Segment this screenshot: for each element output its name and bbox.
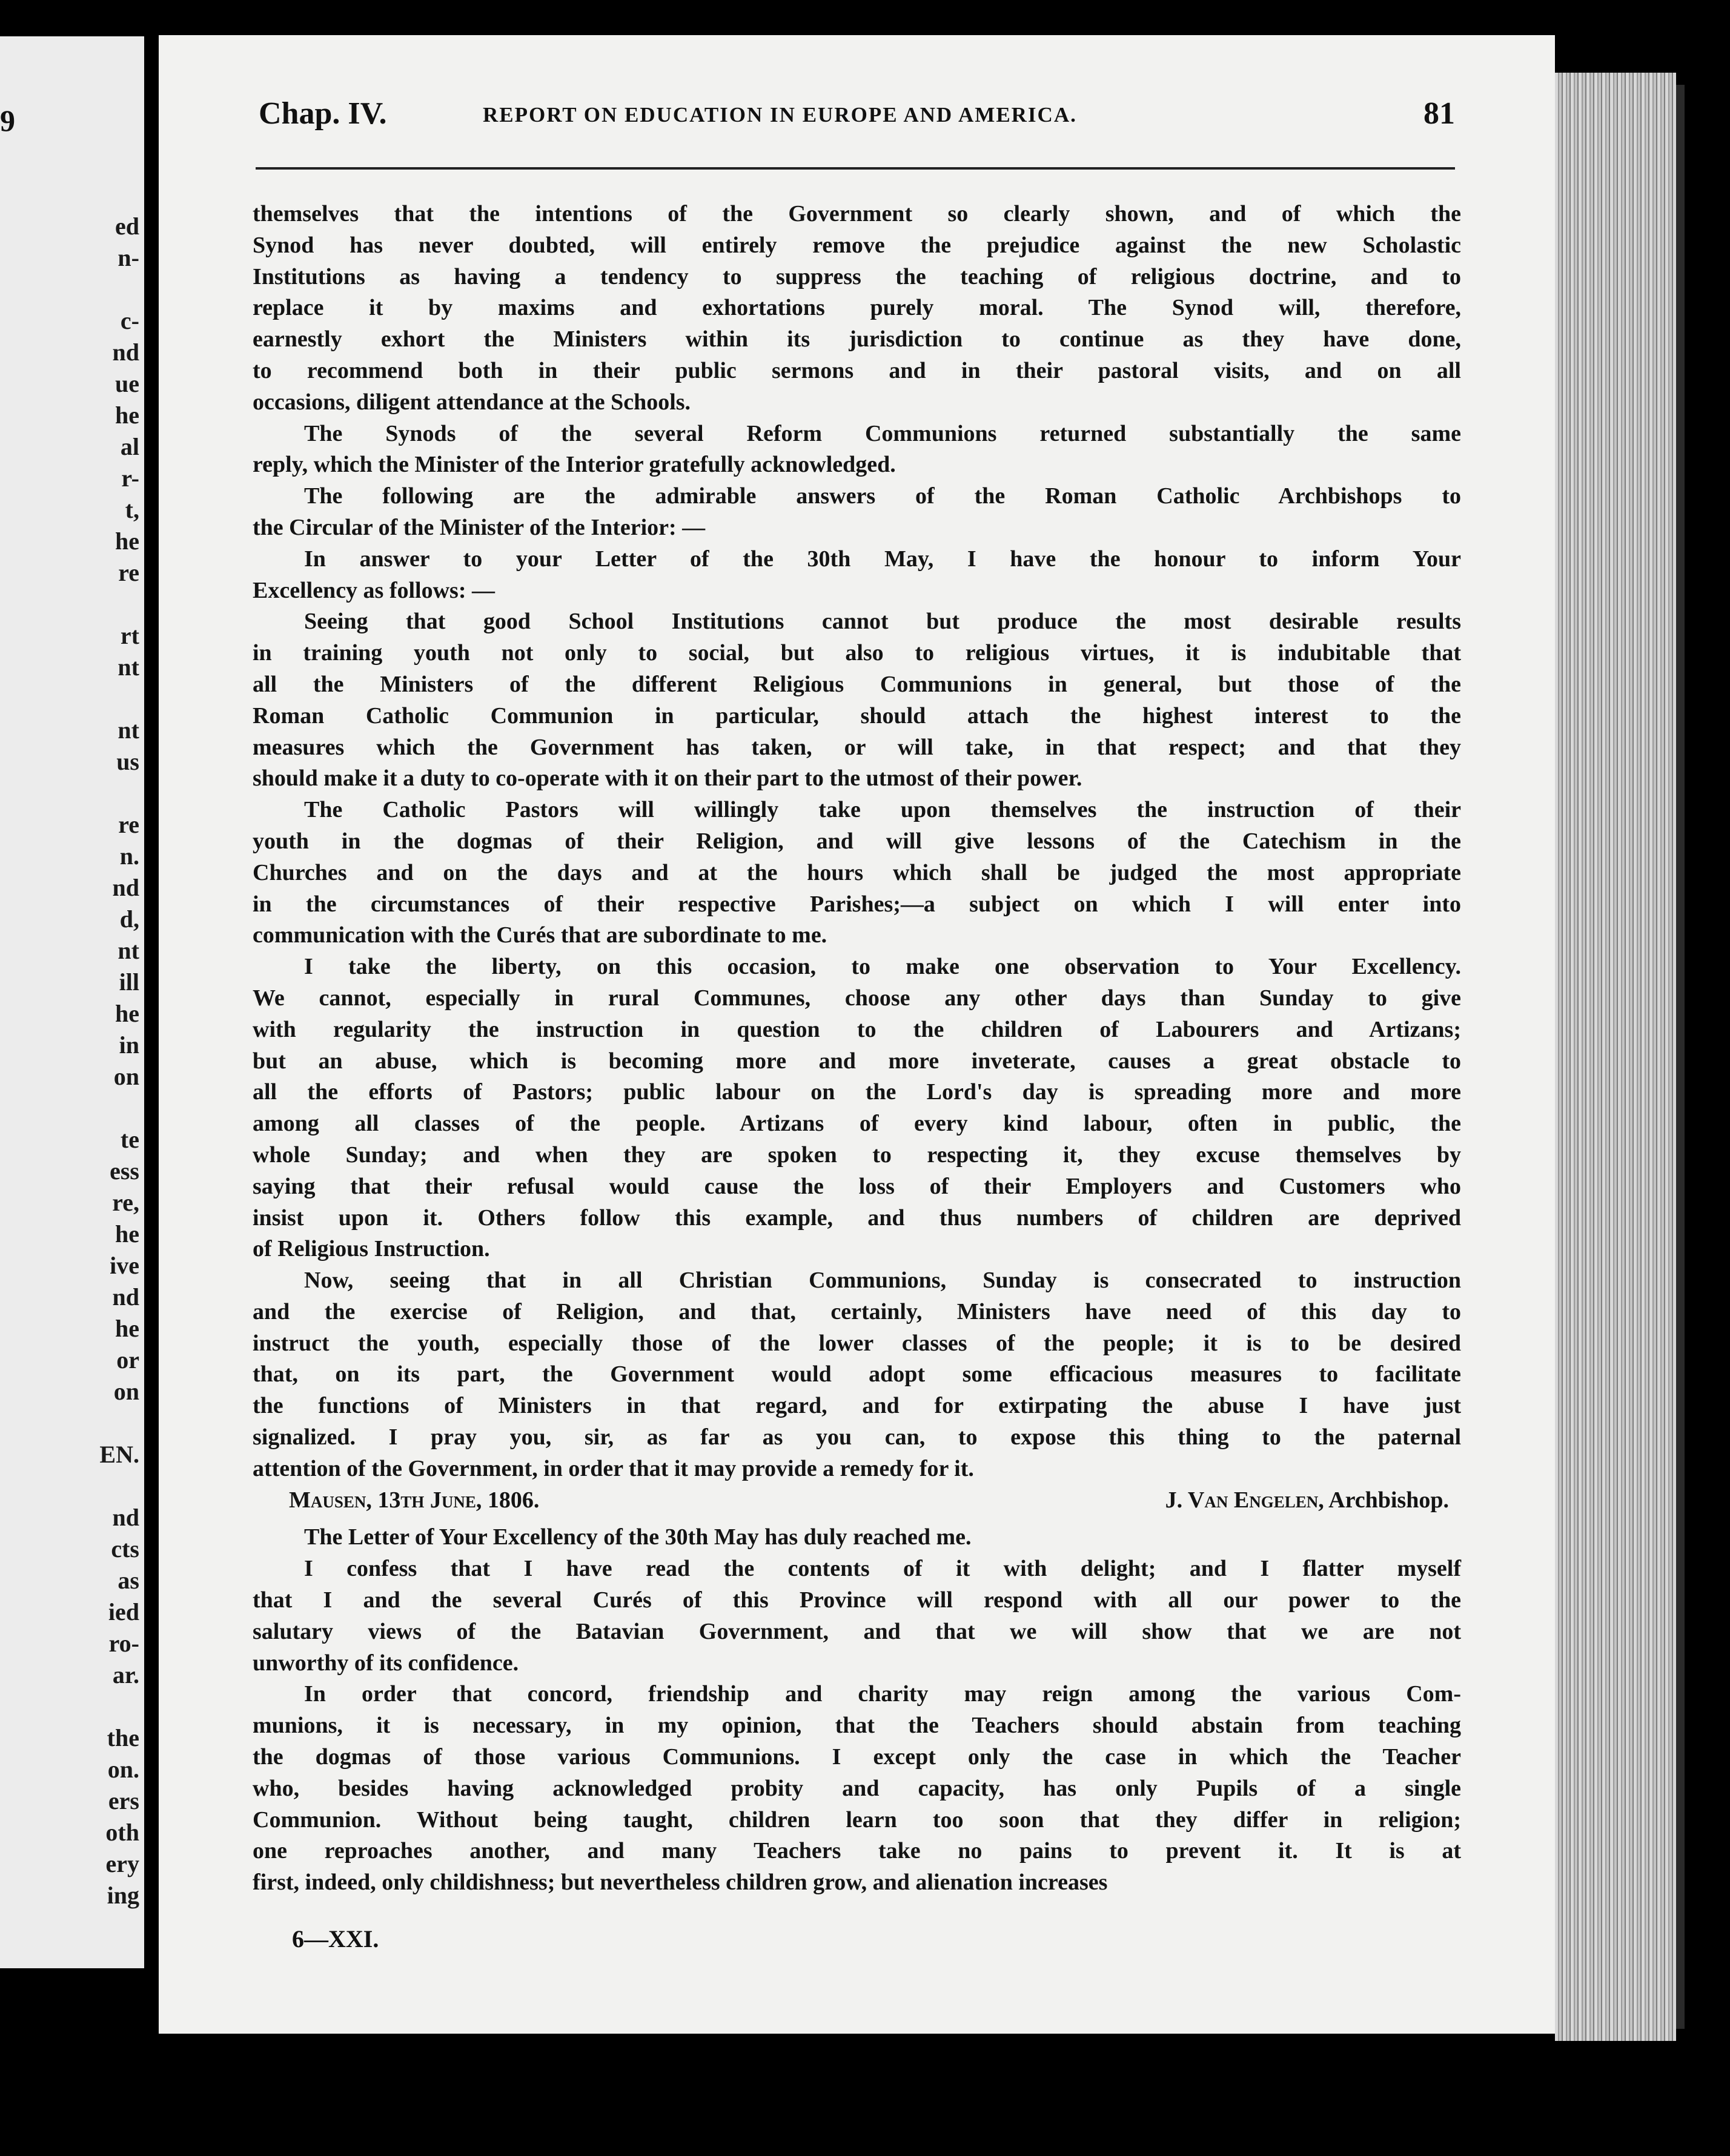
facing-page-fragment-text: ers — [108, 1787, 139, 1814]
text-line: measures which the Government has taken, or will take, in that respect; and that they — [253, 734, 1461, 760]
text-line: attention of the Government, in order that it may provide a remedy for it. — [253, 1455, 974, 1481]
facing-page-fragment-text: n. — [119, 842, 139, 870]
text-line: and the exercise of Religion, and that, certainly, Ministers have need of this day to — [253, 1298, 1461, 1324]
facing-page-fragment-text: c- — [120, 307, 139, 334]
text-line: should make it a duty to co-operate with it on their part to the utmost of their power. — [253, 766, 1082, 792]
text-line: instruct the youth, especially those of the lower classes of the people; it is to be desired — [253, 1330, 1461, 1356]
text-line: munions, it is necessary, in my opinion, that the Teachers should abstain from teaching — [253, 1713, 1461, 1739]
text-line: insist upon it. Others follow this example, and thus numbers of children are deprived — [253, 1205, 1461, 1231]
text-line: saying that their refusal would cause the loss of their Employers and Customers who — [253, 1173, 1461, 1199]
facing-page-fragment-text: he — [115, 527, 139, 555]
text-line: signalized. I pray you, sir, as far as you can, to expose this thing to the paternal — [253, 1424, 1461, 1450]
facing-page-fragment-text: ive — [110, 1252, 139, 1279]
text-line: among all classes of the people. Artizans of every kind labour, often in public, the — [253, 1111, 1461, 1137]
facing-page-fragment-text: or — [116, 1346, 139, 1374]
text-line: all the efforts of Pastors; public labour on the Lord's day is spreading more and more — [253, 1079, 1461, 1105]
facing-page-fragment-text: te — [120, 1126, 139, 1153]
text-line: unworthy of its confidence. — [253, 1650, 519, 1676]
text-line: reply, which the Minister of the Interior gratefully acknowledged. — [253, 452, 896, 478]
facing-page-fragment-text: cts — [111, 1535, 139, 1562]
text-line: Churches and on the days and at the hours which shall be judged the most appropriate — [253, 859, 1461, 885]
facing-page-fragment-text: he — [115, 1220, 139, 1248]
text-line: I take the liberty, on this occasion, to make one observation to Your Excellency. — [304, 954, 1461, 980]
text-line: the dogmas of those various Communions. I except only the case in which the Teacher — [253, 1744, 1461, 1770]
facing-page-fragment-text: nd — [112, 339, 139, 366]
facing-page-fragment-text: oth — [105, 1819, 139, 1846]
text-line: We cannot, especially in rural Communes, choose any other days than Sunday to give — [253, 985, 1461, 1011]
facing-page-fragment-text: d, — [119, 905, 139, 933]
text-line: replace it by maxims and exhortations purely moral. The Synod will, therefore, — [253, 295, 1461, 321]
text-line: themselves that the intentions of the Government so clearly shown, and of which the — [253, 201, 1461, 227]
text-line: The Catholic Pastors will willingly take upon themselves the instruction of their — [304, 797, 1461, 823]
signature-line — [253, 1485, 1461, 1516]
signatory: J. Van Engelen — [1165, 1487, 1319, 1513]
text-line: of Religious Instruction. — [253, 1236, 490, 1262]
facing-page-fragment-text: ess — [110, 1157, 139, 1185]
text-line: Synod has never doubted, will entirely remove the prejudice against the new Scholastic — [253, 232, 1461, 258]
facing-page-fragment-text: the — [107, 1724, 139, 1751]
facing-page-fragment-text: ed — [115, 213, 139, 240]
facing-page-fragment-text: re, — [112, 1189, 139, 1216]
facing-page-fragment-text: nd — [112, 874, 139, 901]
text-line: one reproaches another, and many Teachers take no pains to prevent it. It is at — [253, 1838, 1461, 1864]
facing-page-fragment-text: as — [118, 1567, 139, 1594]
facing-page-fragment-text: ing — [107, 1882, 139, 1909]
text-line: in training youth not only to social, but also to religious virtues, it is indubitable that — [253, 640, 1461, 666]
text-line: earnestly exhort the Ministers within its jurisdiction to continue as they have done, — [253, 326, 1461, 352]
printer-signature-mark: 6—XXI. — [292, 1925, 379, 1953]
facing-page-fragment-text: he — [115, 402, 139, 429]
text-part-2 — [253, 1522, 1461, 1899]
page-number: 81 — [1423, 96, 1455, 131]
signature-place-date: Mausen, 13th June, 1806. — [289, 1487, 540, 1513]
text-line: Excellency as follows: — — [253, 577, 495, 603]
facing-page-fragment-text: ill — [119, 968, 139, 996]
text-line: all the Ministers of the different Religious Communions in general, but those of the — [253, 671, 1461, 697]
facing-page-fragment-text: nd — [112, 1283, 139, 1311]
text-line: Seeing that good School Institutions cannot but produce the most desirable results — [304, 609, 1461, 635]
facing-page-fragment-text: n- — [118, 244, 139, 271]
book-page — [159, 35, 1555, 2034]
facing-page-fragment-text: ar. — [112, 1661, 139, 1688]
text-line: but an abuse, which is becoming more and more inveterate, causes a great obstacle to — [253, 1048, 1461, 1074]
facing-page-fragment-text: us — [116, 748, 139, 775]
text-line: youth in the dogmas of their Religion, and will give lessons of the Catechism in the — [253, 828, 1461, 854]
signatory-role: , Archbishop. — [1318, 1487, 1449, 1513]
text-line: who, besides having acknowledged probity and capacity, has only Pupils of a single — [253, 1775, 1461, 1801]
text-line: that, on its part, the Government would adopt some efficacious measures to facilitate — [253, 1361, 1461, 1387]
running-header — [259, 96, 1455, 144]
facing-page-fragment-text: on. — [107, 1756, 139, 1783]
facing-page-fragment-text: on — [113, 1063, 139, 1090]
facing-page-fragment-text: ied — [108, 1598, 139, 1625]
text-line: The Synods of the several Reform Communions returned substantially the same — [304, 420, 1461, 446]
facing-page-fragment-text: EN. — [99, 1441, 139, 1468]
facing-page-fragment-text: ro- — [108, 1630, 139, 1657]
facing-page-fragment-text: re — [118, 811, 139, 838]
facing-page-fragment-text: he — [115, 1000, 139, 1027]
text-line: that I and the several Curés of this Province will respond with all our power to the — [253, 1587, 1461, 1613]
facing-page-fragment-text: nt — [118, 937, 139, 964]
chapter-label: Chap. IV. — [259, 96, 387, 131]
text-line: The following are the admirable answers of the Roman Catholic Archbishops to — [304, 483, 1461, 509]
text-line: first, indeed, only childishness; but nevertheless children grow, and alienation increases — [253, 1870, 1108, 1896]
facing-page-fragment-text: ery — [105, 1850, 139, 1877]
facing-page-fragment — [0, 36, 144, 1968]
header-rule — [256, 167, 1455, 170]
facing-page-fragment-text: rt — [120, 622, 139, 649]
text-line: Now, seeing that in all Christian Communions, Sunday is consecrated to instruction — [304, 1268, 1461, 1294]
text-line: communication with the Curés that are subordinate to me. — [253, 922, 827, 948]
text-line: with regularity the instruction in question to the children of Labourers and Artizans; — [253, 1016, 1461, 1042]
page-edge-shadow — [1676, 85, 1685, 2029]
text-line: Roman Catholic Communion in particular, should attach the highest interest to the — [253, 703, 1461, 729]
text-line: Communion. Without being taught, children learn too soon that they differ in religion; — [253, 1807, 1461, 1833]
facing-page-fragment-text: on — [113, 1378, 139, 1405]
facing-page-fragment-text: ue — [115, 370, 139, 397]
body-text — [253, 199, 1461, 1899]
text-line: whole Sunday; and when they are spoken to respecting it, they excuse themselves by — [253, 1142, 1461, 1168]
text-line: the functions of Ministers in that regard, and for extirpating the abuse I have just — [253, 1393, 1461, 1419]
signature-name — [1165, 1485, 1449, 1516]
text-line: in the circumstances of their respective Parishes;—a subject on which I will enter into — [253, 891, 1461, 917]
page-edges — [1555, 73, 1676, 2041]
facing-page-fragment-text: nt — [118, 716, 139, 744]
text-part-1 — [253, 199, 1461, 1485]
text-line: I confess that I have read the contents of it with delight; and I flatter myself — [304, 1556, 1461, 1582]
text-line: occasions, diligent attendance at the Schools. — [253, 389, 691, 415]
facing-page-fragment-text: t, — [125, 496, 139, 523]
running-title: REPORT ON EDUCATION IN EUROPE AND AMERICA. — [483, 103, 1077, 127]
text-line: In order that concord, friendship and charity may reign among the various Com- — [304, 1681, 1461, 1707]
facing-page-fragment-text: re — [118, 559, 139, 586]
facing-page-fragment-text: nd — [112, 1504, 139, 1531]
facing-page-fragment-text: he — [115, 1315, 139, 1342]
facing-page-fragment-text: nt — [118, 653, 139, 681]
facing-page-fragment-text: in — [119, 1031, 139, 1059]
facing-page-fragment-text: r- — [121, 465, 139, 492]
text-line: salutary views of the Batavian Government, and that we will show that we are not — [253, 1618, 1461, 1644]
facing-page-fragment-text: al — [120, 433, 139, 460]
facing-page-number: 9 — [0, 104, 15, 137]
text-line: The Letter of Your Excellency of the 30th May has duly reached me. — [304, 1524, 972, 1550]
text-line: In answer to your Letter of the 30th May, I have the honour to inform Your — [304, 546, 1461, 572]
text-line: Institutions as having a tendency to suppress the teaching of religious doctrine, and to — [253, 263, 1461, 289]
text-line: the Circular of the Minister of the Interior: — — [253, 514, 706, 540]
text-line: to recommend both in their public sermons and in their pastoral visits, and on all — [253, 357, 1461, 383]
